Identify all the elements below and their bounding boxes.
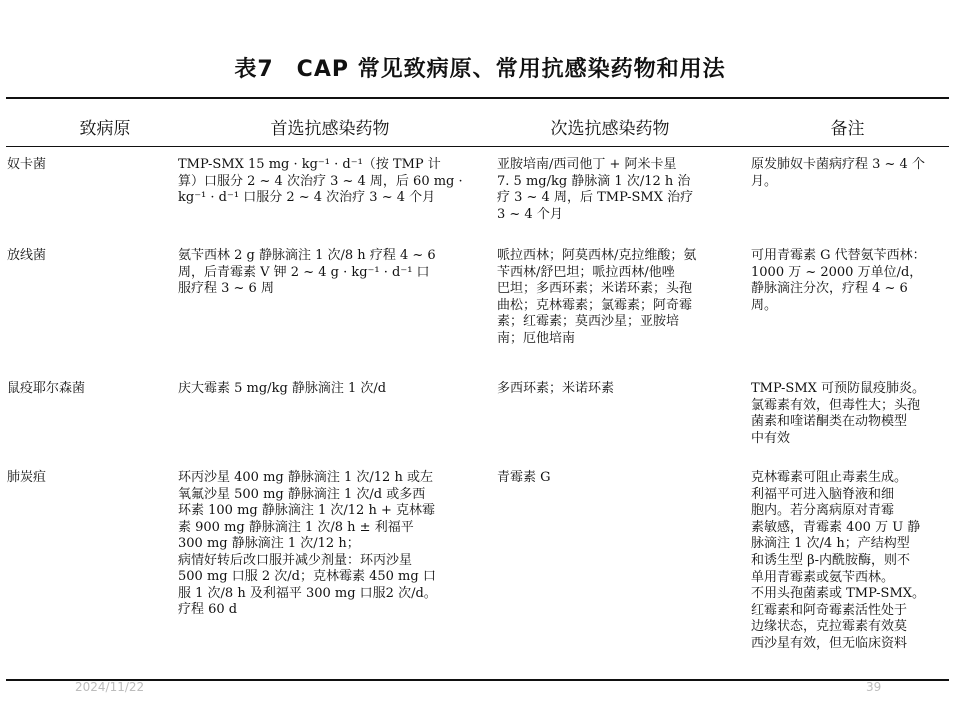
header-first-choice: 首选抗感染药物 — [270, 119, 390, 139]
slide-date: 2024/11/22 — [75, 680, 145, 694]
row3-note: TMP-SMX 可预防鼠疫肺炎。 氯霉素有效，但毒性大；头孢 菌素和喹诺酮类在动物模型 中有效 — [751, 381, 926, 446]
row4-second-choice: 青霉素 G — [497, 470, 551, 485]
row4-first-choice: 环丙沙星 400 mg 静脉滴注 1 次/12 h 或左 氧氟沙星 500 mg 静脉滴注 1 次/d 或多西 环素 100 mg 静脉滴注 1 次/12 h + 克林霉 素 900 mg 静脉滴注 1 次/8 h ± 利福平 300 mg 静脉滴注 1 次/12 h； 病情好转后改口服并减少剂量：环丙沙星 500 mg 口服 2 次/d；克林霉素 450 mg 口 服 1 次/8 h 及利福平 300 mg 口服2 次/d。 疗程 60 d — [178, 470, 437, 617]
header-second-choice: 次选抗感染药物 — [550, 119, 670, 139]
table-bottom-rule — [6, 679, 949, 681]
table-header-rule — [6, 146, 949, 147]
row2-second-choice: 哌拉西林；阿莫西林/克拉维酸；氨 苄西林/舒巴坦；哌拉西林/他唑 巴坦；多西环素；米诺环素；头孢 曲松；克林霉素；氯霉素；阿奇霉 素；红霉素；莫西沙星；亚胺培 南；厄他培南 — [497, 248, 697, 346]
row4-pathogen: 肺炭疽 — [7, 470, 47, 485]
row2-first-choice: 氨苄西林 2 g 静脉滴注 1 次/8 h 疗程 4 ~ 6 周，后青霉素 V 钾 2 ~ 4 g · kg⁻¹ · d⁻¹ 口 服疗程 3 ~ 6 周 — [178, 248, 436, 296]
table-top-rule — [6, 97, 949, 99]
row1-second-choice: 亚胺培南/西司他丁 + 阿米卡星 7. 5 mg/kg 静脉滴 1 次/12 h 治 疗 3 ~ 4 周，后 TMP-SMX 治疗 3 ~ 4 个月 — [497, 157, 694, 222]
row1-note: 原发肺奴卡菌病疗程 3 ~ 4 个 月。 — [751, 157, 925, 189]
row2-note: 可用青霉素 G 代替氨苄西林： 1000 万 ~ 2000 万单位/d， 静脉滴注分次，疗程 4 ~ 6 周。 — [751, 248, 926, 313]
header-note: 备注 — [830, 119, 865, 139]
slide-page-number: 39 — [866, 680, 882, 694]
header-pathogen: 致病原 — [79, 119, 131, 139]
row2-pathogen: 放线菌 — [7, 248, 47, 263]
row3-first-choice: 庆大霉素 5 mg/kg 静脉滴注 1 次/d — [178, 381, 387, 396]
row1-first-choice: TMP-SMX 15 mg · kg⁻¹ · d⁻¹（按 TMP 计 算）口服分 2 ~ 4 次治疗 3 ~ 4 周，后 60 mg · kg⁻¹ · d⁻¹ 口服分 2 ~ 4 次治疗 3 ~ 4 个月 — [178, 157, 463, 205]
row1-pathogen: 奴卡菌 — [7, 157, 47, 172]
row3-second-choice: 多西环素；米诺环素 — [497, 381, 615, 396]
table-title: 表7 CAP 常见致病原、常用抗感染药物和用法 — [234, 57, 726, 82]
row3-pathogen: 鼠疫耶尔森菌 — [7, 381, 86, 396]
row4-note: 克林霉素可阻止毒素生成。 利福平可进入脑脊液和细 胞内。若分离病原对青霉 素敏感，青霉素 400 万 U 静 脉滴注 1 次/4 h；产结构型 和诱生型 β-内酰胺酶，则不 单用青霉素或氨苄西林。 不用头孢菌素或 TMP-SMX。 红霉素和阿奇霉素活性处于 边缘状态，克拉霉素有效莫 西沙星有效，但无临床资料 — [751, 470, 926, 651]
